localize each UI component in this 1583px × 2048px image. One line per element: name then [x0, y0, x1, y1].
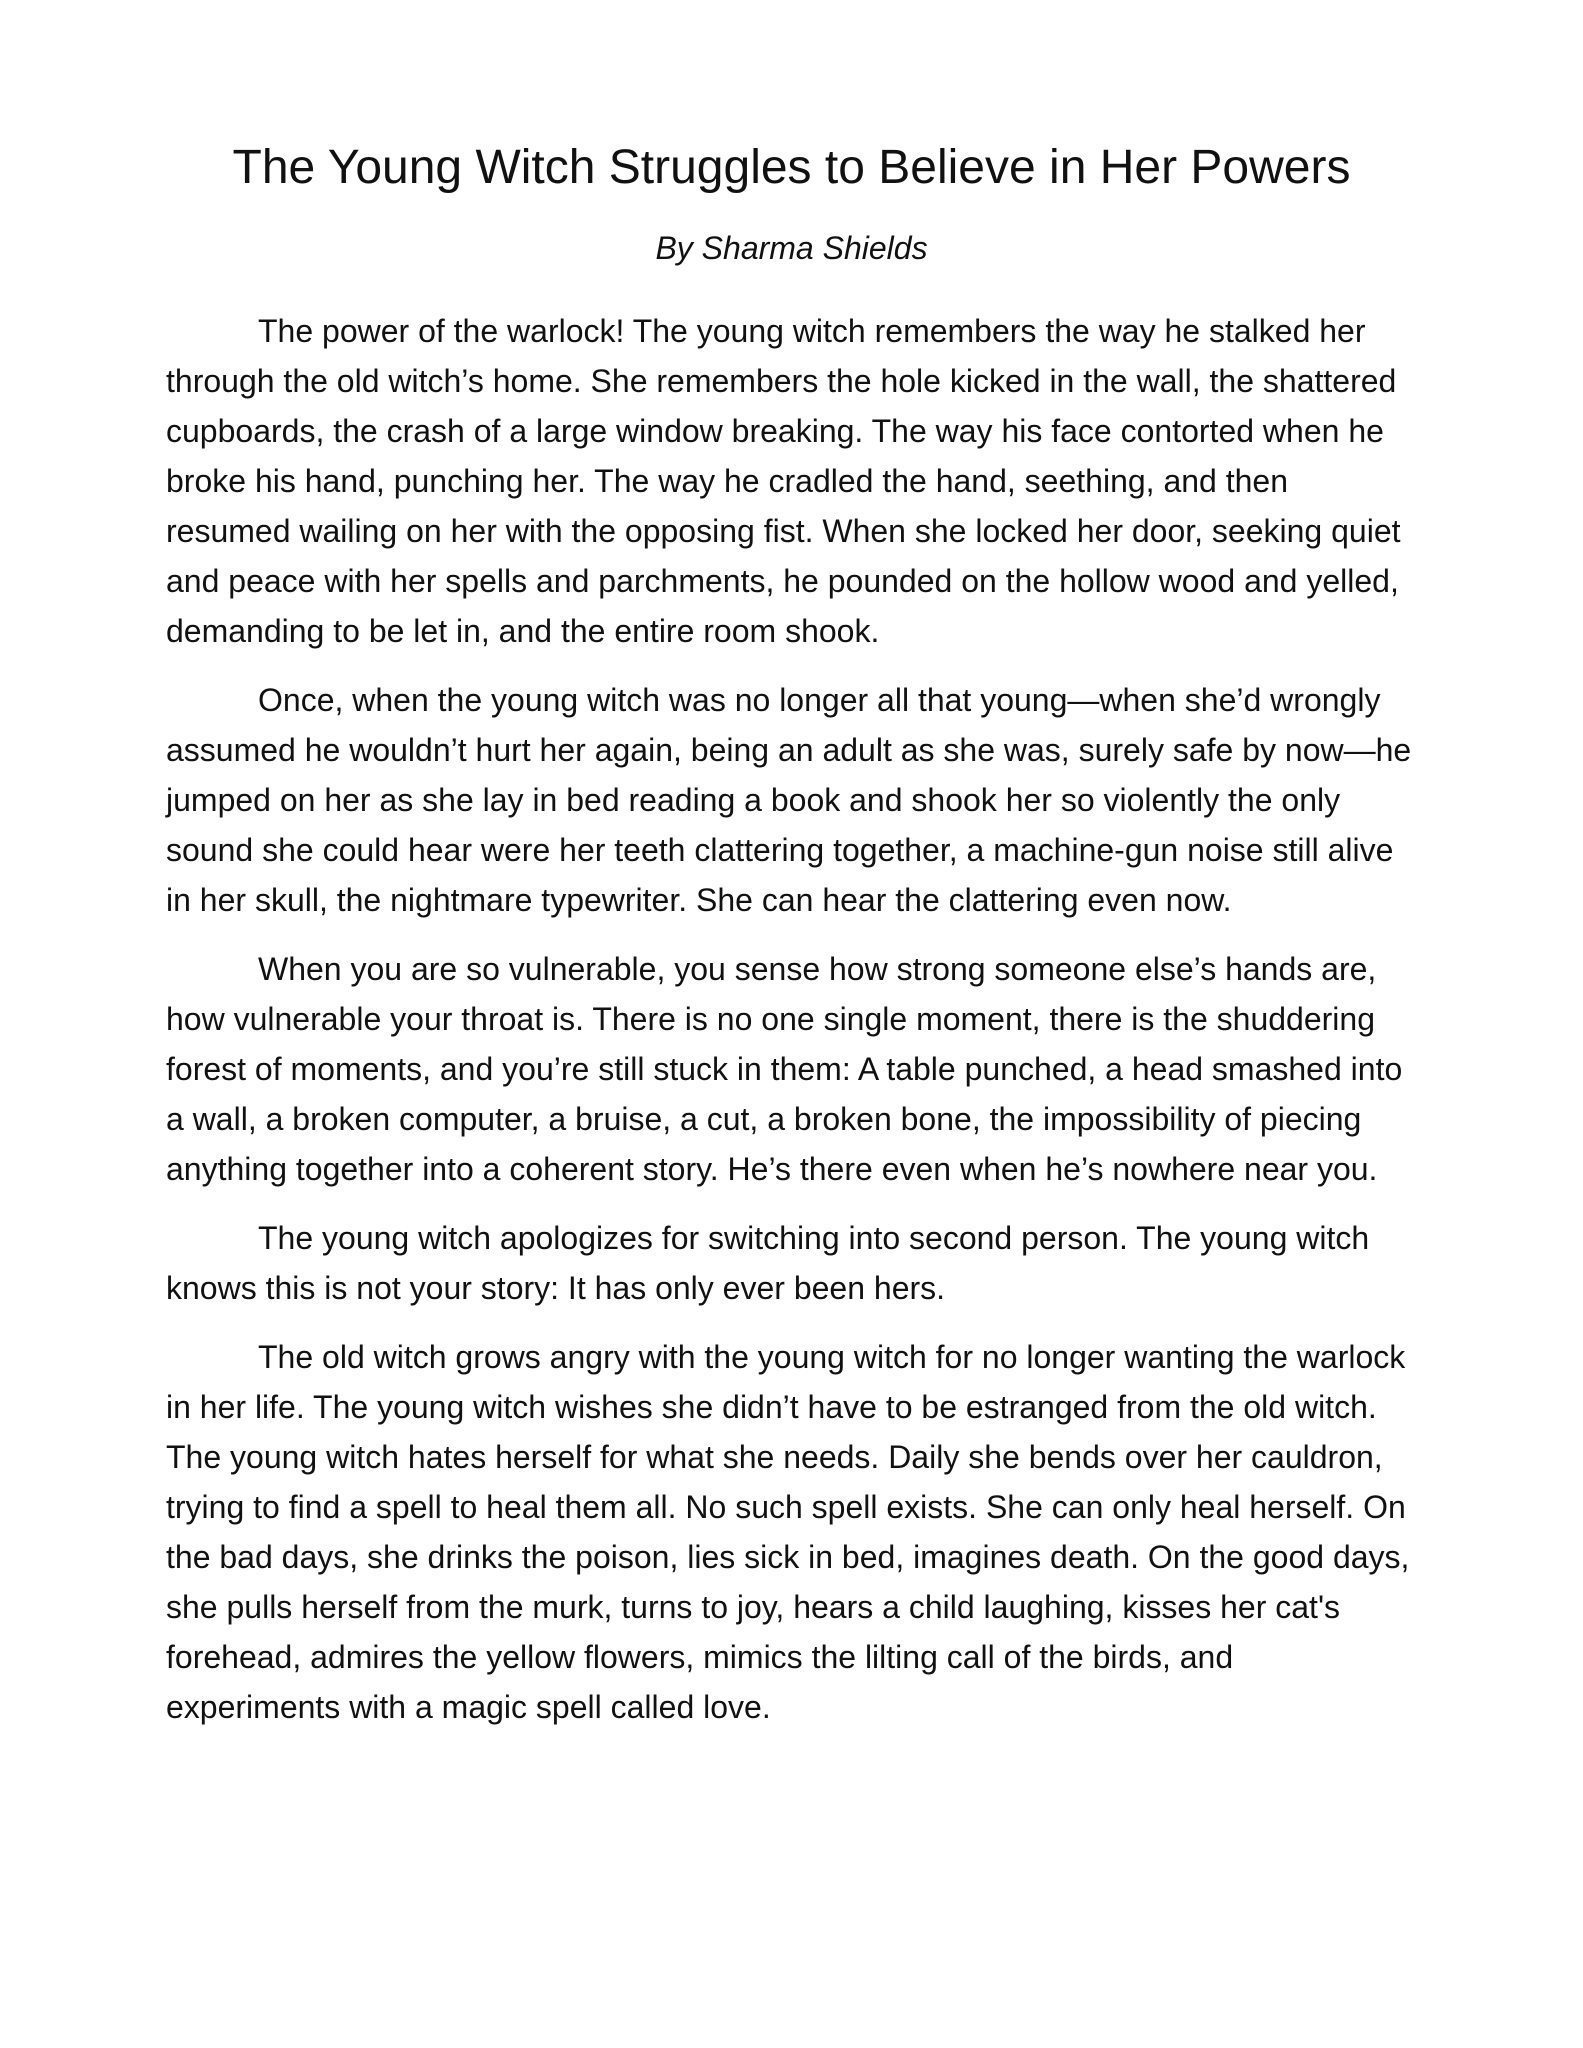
- paragraph-5: The old witch grows angry with the young witch for no longer wanting the warlock in her life. The young witch wishes she didn’t have to be estranged from the old witch. The young witch hates herself for what she needs. Daily she bends over her cauldron, trying to find a spell to heal them all. No such spell exists. She can only heal herself. On the bad days, she drinks the poison, lies sick in bed, imagines death. On the good days, she pulls herself from the murk, turns to joy, hears a child laughing, kisses her cat's forehead, admires the yellow flowers, mimics the lilting call of the birds, and experiments with a magic spell called love.: [166, 1339, 1410, 1725]
- story-body: [166, 306, 1416, 1751]
- paragraph-2: Once, when the young witch was no longer all that young—when she’d wrongly assumed he wouldn’t hurt her again, being an adult as she was, surely safe by now—he jumped on her as she lay in bed reading a book and shook her so violently the only sound she could hear were her teeth clattering together, a machine-gun noise still alive in her skull, the nightmare typewriter. She can hear the clattering even now.: [166, 682, 1412, 918]
- paragraph-4: The young witch apologizes for switching into second person. The young witch knows this is not your story: It has only ever been hers.: [166, 1220, 1370, 1306]
- author-byline: By Sharma Shields: [655, 230, 928, 266]
- paragraph-1: The power of the warlock! The young witch remembers the way he stalked her through the old witch’s home. She remembers the hole kicked in the wall, the shattered cupboards, the crash of a large window breaking. The way his face contorted when he broke his hand, punching her. The way he cradled the hand, seething, and then resumed wailing on her with the opposing fist. When she locked her door, seeking quiet and peace with her spells and parchments, he pounded on the hollow wood and yelled, demanding to be let in, and the entire room shook.: [166, 313, 1401, 649]
- page-title: The Young Witch Struggles to Believe in Her Powers: [232, 141, 1351, 194]
- paragraph-3: When you are so vulnerable, you sense how strong someone else’s hands are, how vulnerable your throat is. There is no one single moment, there is the shuddering forest of moments, and you’re still stuck in them: A table punched, a head smashed into a wall, a broken computer, a bruise, a cut, a broken bone, the impossibility of piecing anything together into a coherent story. He’s there even when he’s nowhere near you.: [166, 951, 1403, 1187]
